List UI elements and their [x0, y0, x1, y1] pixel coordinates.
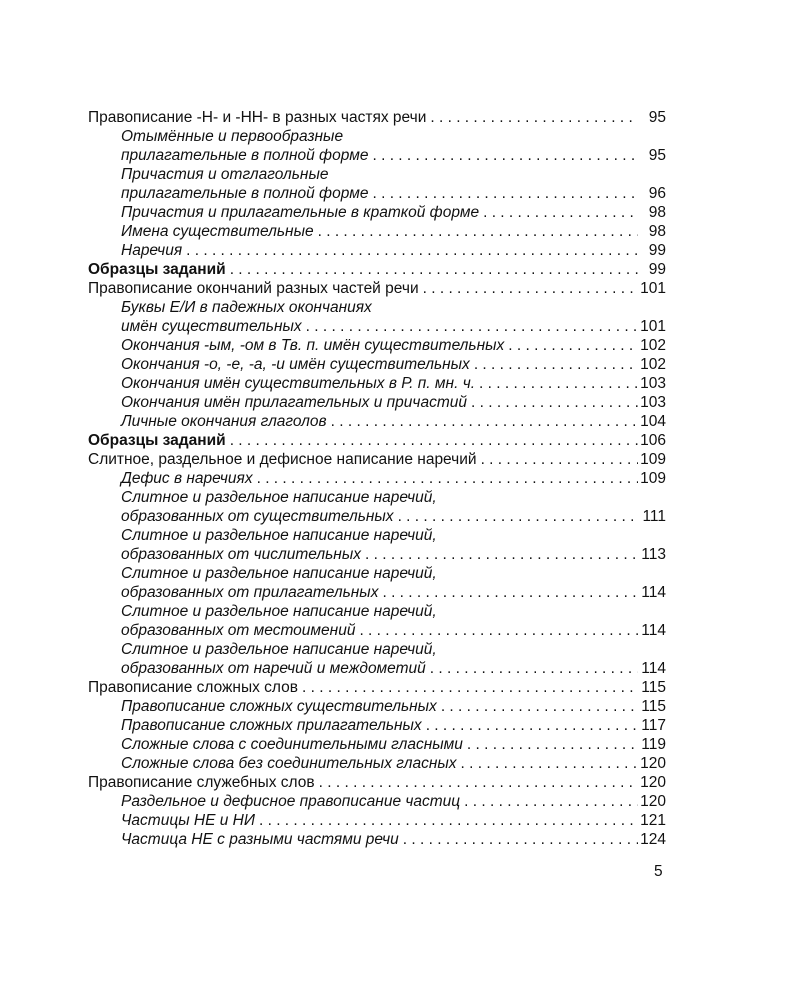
dot-leader [368, 146, 638, 165]
toc-entry-title: Раздельное и дефисное правописание частиц [121, 793, 461, 810]
toc-entry-title: Личные окончания глаголов [121, 413, 327, 430]
toc-entry-title: Слитное и раздельное написание наречий, [121, 603, 437, 620]
toc-entry-title: Дефис в наречиях [121, 470, 253, 487]
toc-subentry [88, 602, 666, 621]
toc-subentry [88, 621, 666, 640]
toc-subentry [88, 811, 666, 830]
toc-entry-title: Сложные слова без соединительных гласных [121, 755, 457, 772]
dot-leader [327, 412, 638, 431]
toc-entry [88, 431, 666, 450]
toc-entry-title: Правописание -Н- и -НН- в разных частях речи [88, 109, 427, 126]
dot-leader [477, 450, 638, 469]
toc-subentry [88, 184, 666, 203]
toc-entry-title: имён существительных [121, 318, 302, 335]
dot-leader [479, 203, 638, 222]
dot-leader [467, 393, 638, 412]
toc-page-number: 103 [640, 375, 666, 392]
toc-page-number: 98 [648, 223, 666, 240]
toc-entry-title: Окончания -о, -е, -а, -и имён существительных [121, 356, 470, 373]
toc-page-number: 106 [640, 432, 666, 449]
toc-entry-title: Имена существительные [121, 223, 314, 240]
page-number: 5 [654, 863, 663, 880]
toc-page-number: 95 [648, 147, 666, 164]
toc-page-number: 101 [640, 280, 666, 297]
toc-subentry [88, 545, 666, 564]
toc-entry-title: Слитное и раздельное написание наречий, [121, 565, 437, 582]
dot-leader [426, 108, 638, 127]
toc-page-number: 124 [640, 831, 666, 848]
toc-subentry [88, 469, 666, 488]
toc-subentry [88, 146, 666, 165]
toc-entry-title: образованных от прилагательных [121, 584, 379, 601]
dot-leader [302, 317, 638, 336]
toc-subentry [88, 659, 666, 678]
dot-leader [255, 811, 638, 830]
toc-subentry [88, 393, 666, 412]
toc-subentry [88, 127, 666, 146]
toc-page-number: 101 [640, 318, 666, 335]
toc-entry-title: Правописание сложных слов [88, 679, 298, 696]
dot-leader [475, 374, 638, 393]
toc-page-number: 119 [641, 736, 666, 753]
dot-leader [253, 469, 638, 488]
toc-entry [88, 450, 666, 469]
toc-page-number: 121 [640, 812, 666, 829]
toc-entry-title: прилагательные в полной форме [121, 185, 369, 202]
dot-leader [504, 336, 638, 355]
toc-subentry [88, 792, 666, 811]
toc-entry-title: Правописание сложных прилагательных [121, 717, 422, 734]
dot-leader [378, 583, 638, 602]
toc-subentry [88, 317, 666, 336]
toc-entry-title: Сложные слова с соединительными гласными [121, 736, 463, 753]
toc-entry-title: образованных от наречий и междометий [121, 660, 426, 677]
toc-page-number: 117 [641, 717, 666, 734]
toc-subentry [88, 165, 666, 184]
dot-leader [182, 241, 638, 260]
toc-entry-title: Слитное и раздельное написание наречий, [121, 489, 437, 506]
toc-subentry [88, 526, 666, 545]
toc-subentry [88, 564, 666, 583]
toc-page-number: 120 [640, 793, 666, 810]
dot-leader [298, 678, 638, 697]
toc-subentry [88, 697, 666, 716]
toc-page-number: 104 [640, 413, 666, 430]
dot-leader [460, 792, 638, 811]
toc-page-number: 99 [648, 261, 666, 278]
toc-entry [88, 108, 666, 127]
toc-entry-title: Правописание служебных слов [88, 774, 315, 791]
toc-subentry [88, 716, 666, 735]
dot-leader [419, 279, 638, 298]
toc-subentry [88, 488, 666, 507]
toc-subentry [88, 507, 666, 526]
toc-page-number: 109 [640, 470, 666, 487]
toc-entry-title: Образцы заданий [88, 261, 226, 278]
toc-entry [88, 260, 666, 279]
toc-page-number: 102 [640, 337, 666, 354]
toc-subentry [88, 355, 666, 374]
dot-leader [457, 754, 638, 773]
toc-page-number: 95 [648, 109, 666, 126]
toc-entry-title: Частица НЕ с разными частями речи [121, 831, 399, 848]
toc-entry-title: Слитное, раздельное и дефисное написание наречий [88, 451, 477, 468]
toc-entry [88, 773, 666, 792]
toc-entry-title: Наречия [121, 242, 183, 259]
toc-page-number: 114 [641, 660, 666, 677]
toc-page-number: 115 [641, 698, 666, 715]
toc-subentry [88, 640, 666, 659]
toc-page-number: 103 [640, 394, 666, 411]
toc-entry [88, 678, 666, 697]
toc-subentry [88, 298, 666, 317]
dot-leader [426, 659, 638, 678]
toc-entry-title: Буквы Е/И в падежных окончаниях [121, 299, 372, 316]
toc-subentry [88, 222, 666, 241]
dot-leader [394, 507, 638, 526]
toc-page-number: 111 [642, 508, 666, 525]
dot-leader [361, 545, 638, 564]
toc-page-number: 96 [648, 185, 666, 202]
toc-page-number: 99 [648, 242, 666, 259]
toc-entry-title: Окончания имён существительных в Р. п. мн. ч. [121, 375, 476, 392]
dot-leader [422, 716, 638, 735]
toc-entry-title: Слитное и раздельное написание наречий, [121, 527, 437, 544]
dot-leader [437, 697, 638, 716]
toc-page-number: 113 [641, 546, 666, 563]
toc-page-number: 120 [640, 774, 666, 791]
toc-subentry [88, 336, 666, 355]
dot-leader [314, 222, 638, 241]
toc-subentry [88, 583, 666, 602]
toc-entry-title: Причастия и прилагательные в краткой форме [121, 204, 480, 221]
toc-subentry [88, 412, 666, 431]
dot-leader [399, 830, 638, 849]
dot-leader [470, 355, 638, 374]
toc-entry-title: образованных от местоимений [121, 622, 356, 639]
dot-leader [226, 431, 638, 450]
dot-leader [463, 735, 638, 754]
dot-leader [315, 773, 638, 792]
toc-entry-title: образованных от числительных [121, 546, 361, 563]
toc-page-number: 114 [641, 584, 666, 601]
toc-subentry [88, 203, 666, 222]
toc-subentry [88, 374, 666, 393]
toc-page-number: 102 [640, 356, 666, 373]
toc-entry-title: Правописание сложных существительных [121, 698, 437, 715]
toc-entry-title: прилагательные в полной форме [121, 147, 369, 164]
toc-entry [88, 279, 666, 298]
toc-entry-title: Окончания имён прилагательных и причастий [121, 394, 467, 411]
toc-entry-title: Окончания -ым, -ом в Тв. п. имён существительных [121, 337, 505, 354]
toc-subentry [88, 830, 666, 849]
toc-subentry [88, 241, 666, 260]
toc-entry-title: Отымённые и первообразные [121, 128, 344, 145]
toc-entry-title: Причастия и отглагольные [121, 166, 329, 183]
toc-page-number: 120 [640, 755, 666, 772]
toc-page-number: 98 [648, 204, 666, 221]
toc-subentry [88, 735, 666, 754]
toc-page-number: 115 [641, 679, 666, 696]
table-of-contents [88, 108, 666, 849]
toc-page-number: 109 [640, 451, 666, 468]
dot-leader [226, 260, 638, 279]
toc-subentry [88, 754, 666, 773]
toc-entry-title: Слитное и раздельное написание наречий, [121, 641, 437, 658]
dot-leader [368, 184, 638, 203]
toc-entry-title: Образцы заданий [88, 432, 226, 449]
toc-page-number: 114 [641, 622, 666, 639]
toc-entry-title: Правописание окончаний разных частей речи [88, 280, 419, 297]
toc-entry-title: Частицы НЕ и НИ [121, 812, 255, 829]
dot-leader [355, 621, 638, 640]
toc-entry-title: образованных от существительных [121, 508, 394, 525]
